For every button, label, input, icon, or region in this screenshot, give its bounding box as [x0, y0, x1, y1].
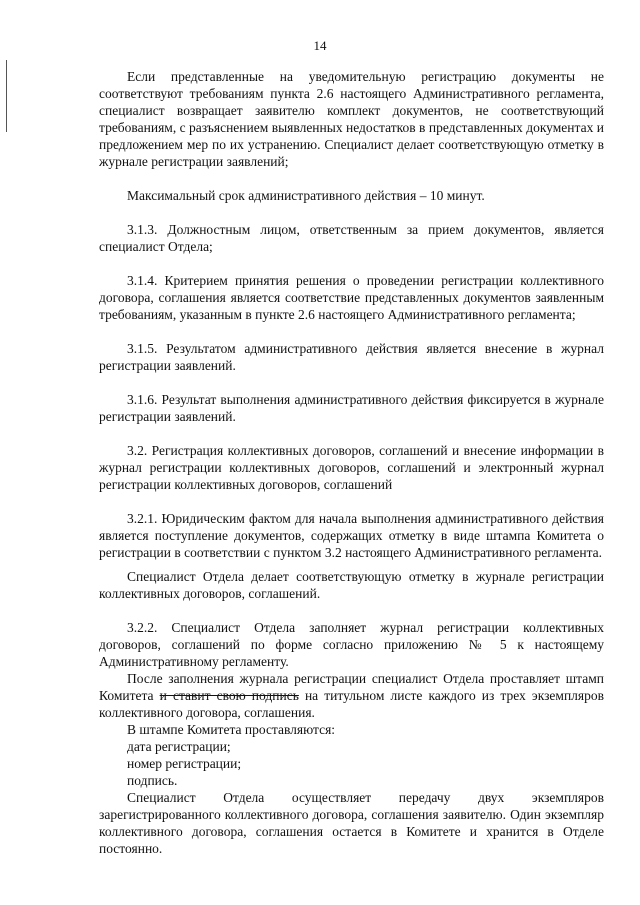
paragraph: В штампе Комитета проставляются:: [127, 722, 336, 737]
text-segment: на титульном листе каждого из трех экземпляров коллективного договора, соглашения.: [99, 688, 604, 720]
paragraph: [99, 670, 604, 721]
struck-text: и ставит свою подпись: [159, 688, 299, 703]
paragraph: 3.1.5. Результатом административного действия является внесение в журнал регистрации заявлений.: [99, 341, 604, 373]
text-segment: После заполнения журнала регистрации специалист Отдела проставляет штамп Комитета: [99, 671, 604, 703]
paragraph: 3.2.1. Юридическим фактом для начала выполнения административного действия является поступление документов, содержащих отметку в виде штампа Комитета о регистрации в соответствии с пунктом 3.2 настоящего Административного регламента.: [99, 511, 604, 560]
paragraph: 3.1.6. Результат выполнения административного действия фиксируется в журнале регистрации заявлений.: [99, 392, 604, 424]
document-body: [99, 68, 604, 857]
paragraph: 3.2.2. Специалист Отдела заполняет журнал регистрации коллективных договоров, соглашений по форме согласно приложению № 5 к настоящему Административному регламенту.: [99, 620, 604, 669]
paragraph: Максимальный срок административного действия – 10 минут.: [127, 188, 485, 203]
paragraph: 3.1.4. Критерием принятия решения о проведении регистрации коллективного договора, соглашения является соответствие представленных документов заявленным требованиям, указанным в пункте 2.6 настоящего Административного регламента;: [99, 273, 604, 322]
list-item: дата регистрации;: [127, 739, 231, 754]
list-item: номер регистрации;: [127, 756, 242, 771]
section-heading: 3.2. Регистрация коллективных договоров, соглашений и внесение информации в журнал регистрации коллективных договоров, соглашений и электронный журнал регистрации коллективных договоров, соглашений: [99, 443, 604, 492]
page-number: 14: [313, 38, 327, 53]
paragraph: Специалист Отдела делает соответствующую отметку в журнале регистрации коллективных договоров, соглашений.: [99, 569, 604, 601]
paragraph: Если представленные на уведомительную регистрацию документы не соответствуют требованиям пункта 2.6 настоящего Административного регламента, специалист возвращает заявителю комплект документов, не соответствующий требованиям, с разъяснением выявленных недостатков в представленных документах и предложением мер по их устранению. Специалист делает соответствующую отметку в журнале регистрации заявлений;: [99, 69, 604, 169]
paragraph: 3.1.3. Должностным лицом, ответственным за прием документов, является специалист Отдела;: [99, 222, 604, 254]
left-margin-line: [6, 60, 7, 132]
paragraph: Специалист Отдела осуществляет передачу двух экземпляров зарегистрированного коллективного договора, соглашения заявителю. Один экземпляр коллективного договора, соглашения остается в Комитете и хранится в Отделе постоянно.: [99, 790, 604, 856]
list-item: подпись.: [127, 773, 178, 788]
